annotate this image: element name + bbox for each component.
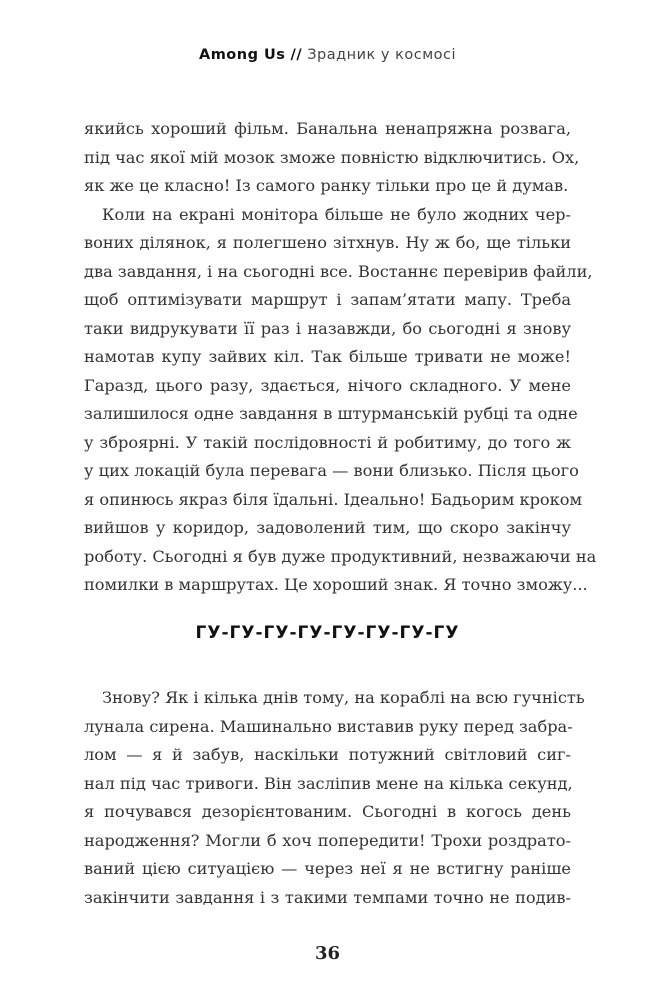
running-header bbox=[0, 47, 655, 63]
text-line: роботу. Сьогодні я був дуже продуктивний, незважаючи на bbox=[84, 546, 597, 566]
header-separator: // bbox=[290, 47, 303, 63]
text-line: Коли на екрані монітора більше не було жодних чер- bbox=[102, 204, 571, 224]
text-line: лом — я й забув, наскільки потужний світловий сиг- bbox=[84, 745, 571, 764]
page-number: 36 bbox=[314, 943, 341, 964]
section-heading: ГУ-ГУ-ГУ-ГУ-ГУ-ГУ-ГУ-ГУ bbox=[195, 623, 460, 643]
text-line: я опинюсь якраз біля їдальні. Ідеально! Бадьорим кроком bbox=[84, 489, 583, 509]
text-line: народження? Могли б хоч попередити! Трохи роздрато- bbox=[84, 830, 571, 850]
text-line: таки видрукувати її раз і назавжди, бо сьогодні я знову bbox=[84, 318, 571, 338]
book-title: Among Us bbox=[198, 47, 286, 63]
text-line: помилки в маршрутах. Це хороший знак. Я точно зможу... bbox=[84, 575, 588, 594]
text-line: під час якої мій мозок зможе повністю відключитись. Ох, bbox=[84, 147, 580, 167]
text-line: залишилося одне завдання в штурманській рубці та одне bbox=[84, 404, 578, 423]
text-line: намотав купу зайвих кіл. Так більше тривати не може! bbox=[84, 347, 571, 366]
text-line: Знову? Як і кілька днів тому, на кораблі на всю гучність bbox=[102, 688, 585, 707]
text-block-2 bbox=[84, 684, 585, 912]
text-line: у зброярні. У такій послідовності й робитиму, до того ж bbox=[84, 432, 571, 452]
text-block-1 bbox=[84, 115, 597, 600]
book-subtitle: Зрадник у космосі bbox=[307, 47, 457, 63]
text-line: ваний цією ситуацією — через неї я не встигну раніше bbox=[84, 859, 571, 878]
text-line: лунала сирена. Машинально виставив руку перед забра- bbox=[84, 716, 573, 736]
text-line: у цих локацій була перевага — вони близько. Після цього bbox=[84, 461, 579, 480]
text-line: нал під час тривоги. Він засліпив мене на кілька секунд, bbox=[84, 773, 573, 793]
text-line: як же це класно! Із самого ранку тільки про це й думав. bbox=[84, 176, 569, 195]
text-line: два завдання, і на сьогодні все. Востаннє перевірив файли, bbox=[84, 261, 593, 281]
text-line: якийсь хороший фільм. Банальна ненапряжна розвага, bbox=[84, 119, 571, 138]
text-line: закінчити завдання і з такими темпами точно не подив- bbox=[84, 887, 571, 907]
text-line: щоб оптимізувати маршрут і запам’ятати мапу. Треба bbox=[84, 290, 571, 309]
text-line: Гаразд, цього разу, здається, нічого складного. У мене bbox=[84, 375, 571, 395]
text-line: я почувався дезорієнтованим. Сьогодні в когось день bbox=[84, 802, 571, 821]
text-line: воних ділянок, я полегшено зітхнув. Ну ж бо, ще тільки bbox=[84, 233, 571, 252]
text-line: вийшов у коридор, задоволений тим, що скоро закінчу bbox=[84, 518, 571, 537]
